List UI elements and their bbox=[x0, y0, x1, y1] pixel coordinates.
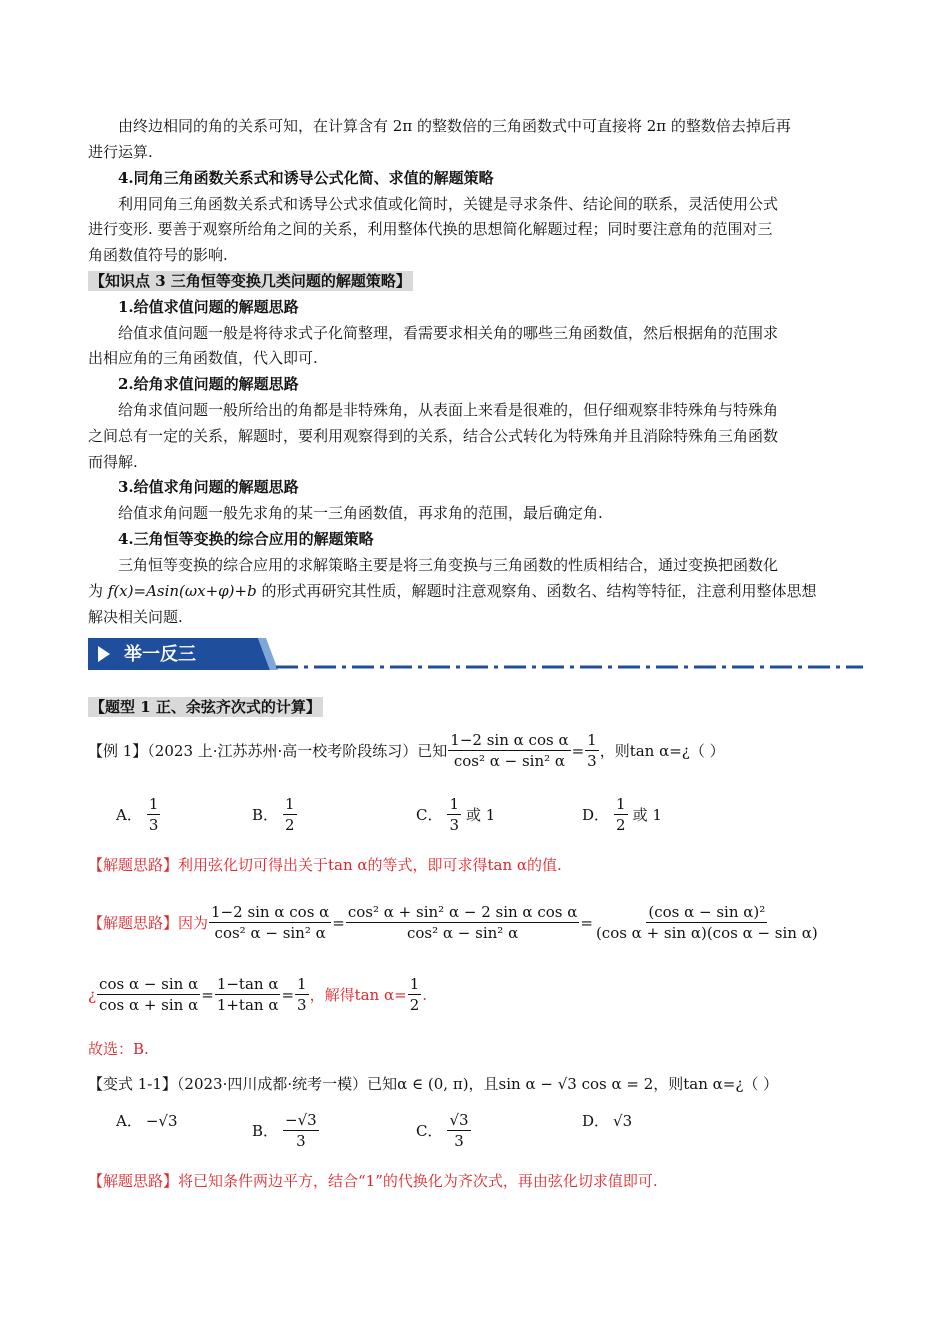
example1-option-b: B． $\frac{1}{2}$ bbox=[252, 795, 295, 834]
k2-title: 2.给角求值问题的解题思路 bbox=[118, 375, 299, 393]
k3-body: 给值求角问题一般先求角的某一三角函数值，再求角的范围，最后确定角. bbox=[118, 504, 603, 522]
section-banner bbox=[88, 634, 868, 678]
k3-title: 3.给值求角问题的解题思路 bbox=[118, 478, 299, 496]
sol2-fraction-2: $\frac{\text{1−tan α}}{\text{1+tan α}}$ bbox=[216, 975, 279, 1014]
type1-tag: 【题型 1 正、余弦齐次式的计算】 bbox=[90, 698, 321, 716]
example1-solution-line1: 【解题思路】因为 $\frac{\text{1−2 sin α cos α}}{\text{cos² α − sin² α}}$ = $\frac{\text{cos² α + sin² α − 2 sin α cos α}}{\text{cos² α − sin² α}}$ = $\frac{\text{(cos α − sin α)²}}{\text{(cos α + sin α)(cos α − sin α)}}$ bbox=[88, 903, 818, 942]
sol2-fraction-1: $\frac{\text{cos α − sin α}}{\text{cos α + sin α}}$ bbox=[99, 975, 199, 1014]
k4-line3: 解决相关问题. bbox=[88, 608, 183, 626]
k4-line1: 三角恒等变换的综合应用的求解策略主要是将三角变换与三角函数的性质相结合，通过变换把函数化 bbox=[118, 556, 779, 574]
section4-line2: 进行变形. 要善于观察所给角之间的关系，利用整体代换的思想简化解题过程；同时要注意角的范围对三 bbox=[88, 220, 773, 238]
k1-title: 1.给值求值问题的解题思路 bbox=[118, 298, 299, 316]
example1-option-d: D． $\frac{1}{2}$ 或 1 bbox=[582, 795, 662, 834]
variant1-option-d: D． √3 bbox=[582, 1111, 633, 1130]
example1-question: 【例 1】（2023 上·江苏苏州·高一校考阶段练习）已知 $\frac{\text{1−2 sin α cos α}}{\text{cos² α − sin² α}}$ = $\frac{1}{3}$ ，则tan α=¿（ ） bbox=[88, 731, 725, 770]
section4-line3: 角函数值符号的影响. bbox=[88, 246, 228, 264]
variant1-option-c: C． $\frac{√3}{3}$ bbox=[416, 1111, 469, 1150]
k2-line3: 而得解. bbox=[88, 453, 138, 471]
k1-line1: 给值求值问题一般是将待求式子化简整理，看需要求相关角的哪些三角函数值，然后根据角的范围求 bbox=[118, 324, 779, 342]
k4-title: 4.三角恒等变换的综合应用的解题策略 bbox=[118, 530, 374, 548]
example1-solution-line2: ¿ $\frac{\text{cos α − sin α}}{\text{cos α + sin α}}$ = $\frac{\text{1−tan α}}{\text{1+tan α}}$ = $\frac{1}{3}$ ，解得tan α= $\frac{1}{2}$ . bbox=[88, 975, 428, 1014]
example1-option-c: C． $\frac{1}{3}$ 或 1 bbox=[416, 795, 496, 834]
example1-lhs-fraction: $\frac{\text{1−2 sin α cos α}}{\text{cos² α − sin² α}}$ bbox=[450, 731, 569, 770]
k1-line2: 出相应角的三角函数值，代入即可. bbox=[88, 349, 318, 367]
sol-fraction-1: $\frac{\text{1−2 sin α cos α}}{\text{cos² α − sin² α}}$ bbox=[211, 903, 330, 942]
sol-fraction-3: $\frac{\text{(cos α − sin α)²}}{\text{(cos α + sin α)(cos α − sin α)}}$ bbox=[595, 903, 818, 942]
k4-line2: 为 f(x)=Asin(ωx+φ)+b 的形式再研究其性质，解题时注意观察角、函数名、结构等特征，注意利用整体思想 bbox=[88, 582, 817, 600]
k2-line2: 之间总有一定的关系，解题时，要利用观察得到的关系，结合公式转化为特殊角并且消除特殊角三角函数 bbox=[88, 427, 779, 445]
variant1-option-b: B． $\frac{-√3}{3}$ bbox=[252, 1111, 317, 1150]
para1-line1: 由终边相同的角的关系可知，在计算含有 2π 的整数倍的三角函数式中可直接将 2π 的整数倍去掉后再 bbox=[118, 117, 791, 135]
example1-rhs-fraction: $\frac{1}{3}$ bbox=[587, 731, 597, 770]
section4-title: 4.同角三角函数关系式和诱导公式化简、求值的解题策略 bbox=[118, 169, 494, 187]
sol2-fraction-4: $\frac{1}{2}$ bbox=[409, 975, 420, 1014]
variant1-option-a: A． −√3 bbox=[116, 1111, 178, 1130]
variant1-question: 【变式 1-1】（2023·四川成都·统考一模）已知α ∈ (0, π)，且sin α − √3 cos α = 2，则tan α=¿（ ） bbox=[88, 1075, 779, 1093]
example1-idea: 【解题思路】利用弦化切可得出关于tan α的等式，即可求得tan α的值. bbox=[88, 856, 562, 874]
sol-fraction-2: $\frac{\text{cos² α + sin² α − 2 sin α cos α}}{\text{cos² α − sin² α}}$ bbox=[347, 903, 578, 942]
para1-line2: 进行运算. bbox=[88, 143, 153, 161]
knowledge3-tag: 【知识点 3 三角恒等变换几类问题的解题策略】 bbox=[90, 272, 411, 290]
section4-line1: 利用同角三角函数关系式和诱导公式求值或化简时，关键是寻求条件、结论间的联系，灵活使用公式 bbox=[118, 195, 779, 213]
variant1-idea: 【解题思路】将已知条件两边平方，结合“1”的代换化为齐次式，再由弦化切求值即可. bbox=[88, 1172, 658, 1190]
example1-option-a: A． $\frac{1}{3}$ bbox=[116, 795, 159, 834]
sol2-fraction-3: $\frac{1}{3}$ bbox=[297, 975, 307, 1014]
k2-line1: 给角求值问题一般所给出的角都是非特殊角，从表面上来看是很难的，但仔细观察非特殊角与特殊角 bbox=[118, 401, 779, 419]
banner-graphic bbox=[88, 634, 868, 674]
example1-answer: 故选：B. bbox=[88, 1040, 149, 1058]
banner-label: 举一反三 bbox=[124, 644, 196, 665]
k4-formula: f(x)=Asin(ωx+φ)+b bbox=[107, 582, 257, 600]
